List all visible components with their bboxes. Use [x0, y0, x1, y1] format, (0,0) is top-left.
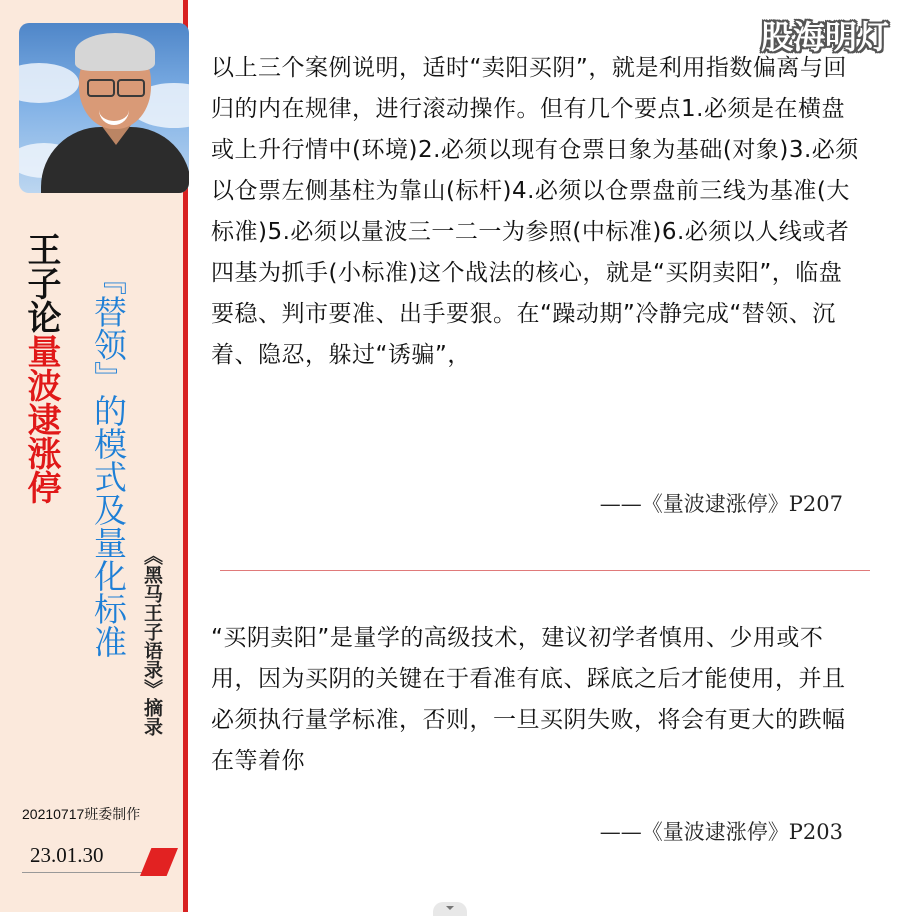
credit-text: 20210717班委制作 [22, 806, 141, 822]
sidebar-main-title [24, 232, 58, 504]
citation-2: ——《量波逮涨停》P203 [599, 820, 843, 844]
title-black-part: 王子论 [22, 232, 60, 334]
sidebar [0, 0, 188, 912]
source-note: 《黑马王子语录》摘录 [141, 546, 163, 736]
scroll-down-tab[interactable] [433, 902, 467, 916]
quote-paragraph-2: “买阴卖阳”是量学的高级技术，建议初学者慎用、少用或不用，因为买阴的关键在于看准有底、踩底之后才能使用，并且必须执行量学标准，否则，一旦买阴失败，将会有更大的跌幅在等着你 [211, 625, 846, 774]
author-portrait [19, 23, 189, 193]
section-divider [220, 570, 870, 571]
red-flag-decoration [140, 848, 178, 876]
sidebar-subtitle: 『替领』的模式及量化标准 [90, 262, 127, 658]
title-red-part: 量波逮涨停 [22, 334, 60, 504]
quote-paragraph-1: 以上三个案例说明，适时“卖阳买阴”，就是利用指数偏离与回归的内在规律，进行滚动操作。但有几个要点1.必须是在横盘或上升行情中(环境)2.必须以现有仓票日象为基础(对象)3.必须以仓票左侧基柱为靠山(标杆)4.必须以仓票盘前三线为基准(大标准)5.必须以量波三一二一为参照(中标准)6.必须以人线或者四基为抓手(小标准)这个战法的核心，就是“买阴卖阳”，临盘要稳、判市要准、出手要狠。在“躁动期”冷静完成“替领、沉着、隐忍，躲过“诱骗”， [211, 55, 859, 368]
citation-1: ——《量波逮涨停》P207 [599, 492, 843, 516]
date-underline [22, 872, 152, 873]
watermark-logo-text: 股海明灯 [760, 19, 889, 55]
date-text: 23.01.30 [30, 843, 104, 867]
